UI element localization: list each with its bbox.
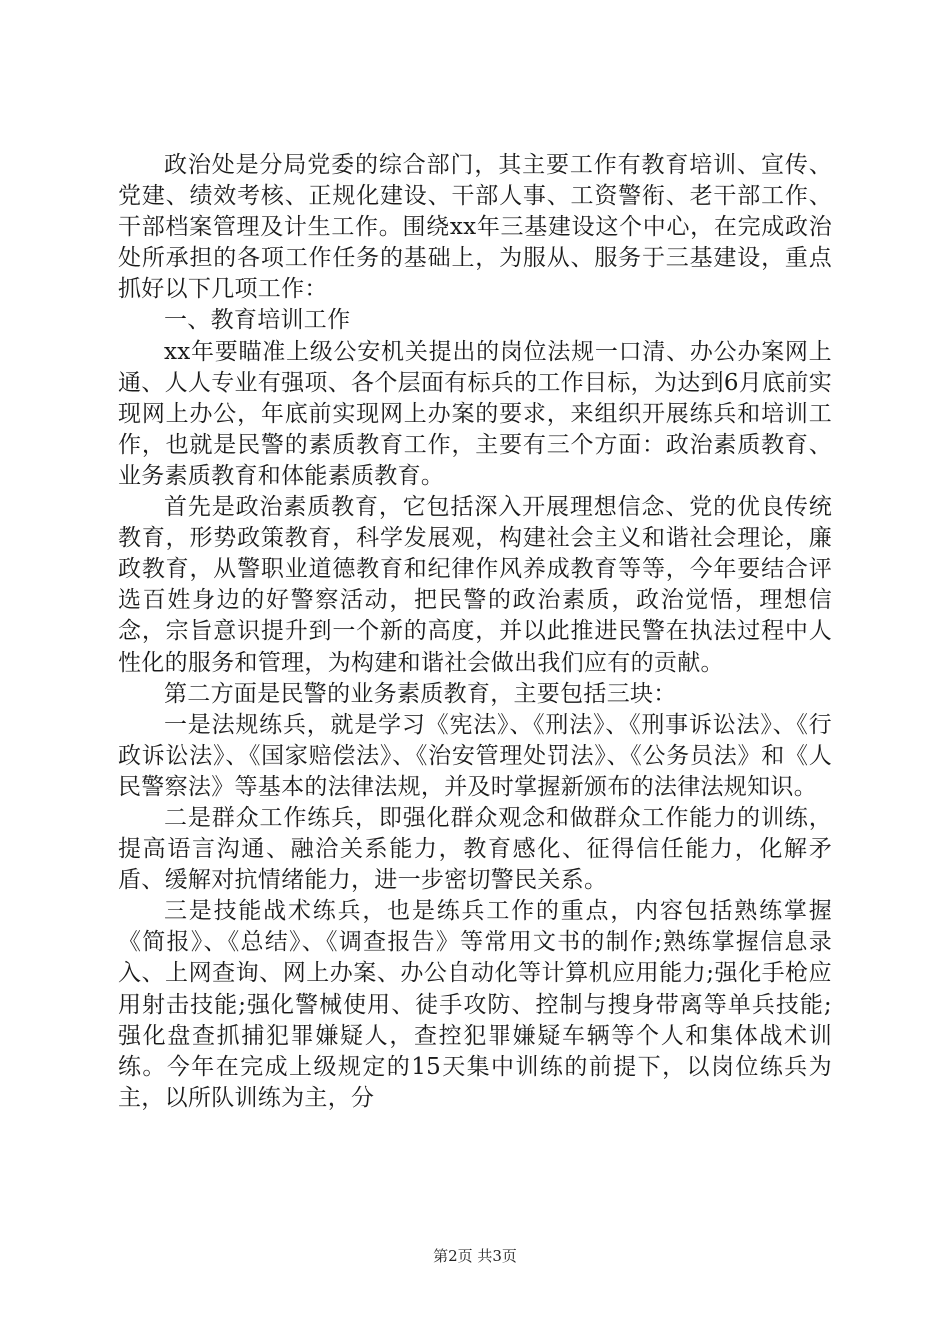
paragraph-law-training: 一是法规练兵，就是学习《宪法》、《刑法》、《刑事诉讼法》、《行政诉讼法》、《国家赔偿法》、《治安管理处罚法》、《公务员法》和《人民警察法》等基本的法律法规，并及时掌握新颁布的法律法规知识。 <box>118 711 832 800</box>
paragraph-training-goals: xx年要瞄准上级公安机关提出的岗位法规一口清、办公办案网上通、人人专业有强项、各个层面有标兵的工作目标，为达到6月底前实现网上办公，年底前实现网上办案的要求，来组织开展练兵和培训工作，也就是民警的素质教育工作，主要有三个方面：政治素质教育、业务素质教育和体能素质教育。 <box>118 338 832 489</box>
paragraph-business-education: 第二方面是民警的业务素质教育，主要包括三块： <box>164 680 677 707</box>
paragraph-mass-work-training: 二是群众工作练兵，即强化群众观念和做群众工作能力的训练，提高语言沟通、融洽关系能力，教育感化、征得信任能力，化解矛盾、缓解对抗情绪能力，进一步密切警民关系。 <box>118 804 832 894</box>
section-heading-education-training: 一、教育培训工作 <box>164 307 351 334</box>
paragraph-intro: 政治处是分局党委的综合部门，其主要工作有教育培训、宣传、党建、绩效考核、正规化建设、干部人事、工资警衔、老干部工作、干部档案管理及计生工作。围绕xx年三基建设这个中心，在完成政治处所承担的各项工作任务的基础上，为服从、服务于三基建设，重点抓好以下几项工作： <box>118 152 832 303</box>
document-body <box>118 150 832 1114</box>
paragraph-skills-tactics-training: 三是技能战术练兵，也是练兵工作的重点，内容包括熟练掌握《简报》、《总结》、《调查报告》等常用文书的制作;熟练掌握信息录入、上网查询、网上办案、办公自动化等计算机应用能力;强化手枪应用射击技能;强化警械使用、徒手攻防、控制与搜身带离等单兵技能;强化盘查抓捕犯罪嫌疑人，查控犯罪嫌疑车辆等个人和集体战术训练。今年在完成上级规定的15天集中训练的前提下，以岗位练兵为主，以所队训练为主，分 <box>118 898 832 1111</box>
page-number-footer: 第2页 共3页 <box>433 1247 517 1265</box>
paragraph-political-education: 首先是政治素质教育，它包括深入开展理想信念、党的优良传统教育，形势政策教育，科学发展观，构建社会主义和谐社会理论，廉政教育，从警职业道德教育和纪律作风养成教育等等，今年要结合评选百姓身边的好警察活动，把民警的政治素质，政治觉悟，理想信念，宗旨意识提升到一个新的高度，并以此推进民警在执法过程中人性化的服务和管理，为构建和谐社会做出我们应有的贡献。 <box>118 494 832 676</box>
